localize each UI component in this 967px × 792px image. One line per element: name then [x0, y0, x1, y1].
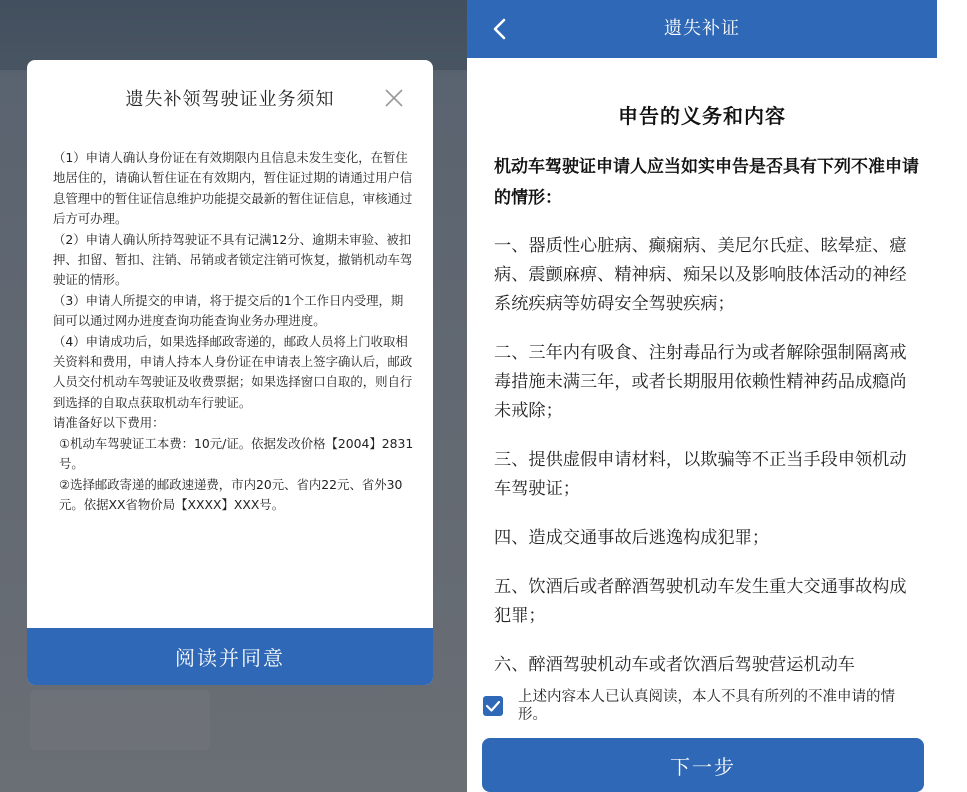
declaration-item: 二、三年内有吸食、注射毒品行为或者解除强制隔离戒毒措施未满三年，或者长期服用依赖性精神药品成瘾尚未戒除； [494, 343, 907, 421]
modal-title: 遗失补领驾驶证业务须知 [125, 89, 335, 110]
chevron-left-icon[interactable] [489, 16, 513, 42]
notice-paragraph: 请准备好以下费用： [53, 415, 165, 431]
declaration-intro: 机动车驾驶证申请人应当如实申告是否具有下列不准申请的情形： [494, 157, 919, 208]
notice-paragraph: （1）申请人确认身份证在有效期限内且信息未发生变化，在暂住地居住的，请确认暂住证在有效期内，暂住证过期的请通过用户信息管理中的暂住证信息维护功能提交最新的暂住证信息，审核通过后方可办理。 [53, 150, 413, 227]
right-margin [937, 0, 967, 792]
declaration-list [494, 232, 922, 672]
notice-paragraph: （2）申请人确认所持驾驶证不具有记满12分、逾期未审验、被扣押、扣留、暂扣、注销、吊销或者锁定注销可恢复，撤销机动车驾驶证的情形。 [53, 231, 413, 288]
declaration-item: 三、提供虚假申请材料，以欺骗等不正当手段申领机动车驾驶证； [494, 450, 907, 499]
confirm-checkbox[interactable] [483, 696, 503, 716]
confirm-label: 上述内容本人已认真阅读，本人不具有所列的不准申请的情形。 [518, 689, 895, 723]
close-icon[interactable] [383, 87, 405, 109]
notice-fee-item: ①机动车驾驶证工本费：10元/证。依据发改价格【2004】2831号。 [59, 435, 414, 472]
notice-paragraph: （3）申请人所提交的申请，将于提交后的1个工作日内受理，期间可以通过网办进度查询功能查询业务办理进度。 [53, 292, 404, 329]
page-title: 遗失补证 [664, 18, 740, 39]
notice-modal [27, 60, 433, 685]
app-header [467, 0, 937, 58]
right-screen [467, 0, 937, 792]
background-overlay-blob [30, 690, 210, 750]
notice-paragraph: （4）申请成功后，如果选择邮政寄递的，邮政人员将上门收取相关资料和费用，申请人持本人身份证在申请表上签字确认后，邮政人员交付机动车驾驶证及收费票据；如果选择窗口自取的，则自行到选择的自取点获取机动车行驶证。 [53, 333, 413, 410]
left-screen [0, 0, 467, 792]
declaration-item: 五、饮酒后或者醉酒驾驶机动车发生重大交通事故构成犯罪； [494, 577, 907, 626]
confirm-row [483, 688, 923, 728]
checkmark-icon [483, 696, 503, 716]
declaration-item: 六、醉酒驾驶机动车或者饮酒后驾驶营运机动车 [494, 655, 855, 672]
declaration-item: 四、造成交通事故后逃逸构成犯罪； [494, 528, 770, 548]
notice-content [53, 148, 415, 626]
read-and-agree-button[interactable]: 阅读并同意 [27, 628, 433, 685]
next-step-button[interactable]: 下一步 [482, 738, 924, 792]
declaration-heading: 申告的义务和内容 [618, 104, 786, 128]
notice-fee-item: ②选择邮政寄递的邮政速递费，市内20元、省内22元、省外30元。依据XX省物价局【XXXX】XXX号。 [59, 476, 403, 512]
declaration-item: 一、器质性心脏病、癫痫病、美尼尔氏症、眩晕症、癔病、震颤麻痹、精神病、痴呆以及影响肢体活动的神经系统疾病等妨碍安全驾驶疾病； [494, 236, 907, 314]
